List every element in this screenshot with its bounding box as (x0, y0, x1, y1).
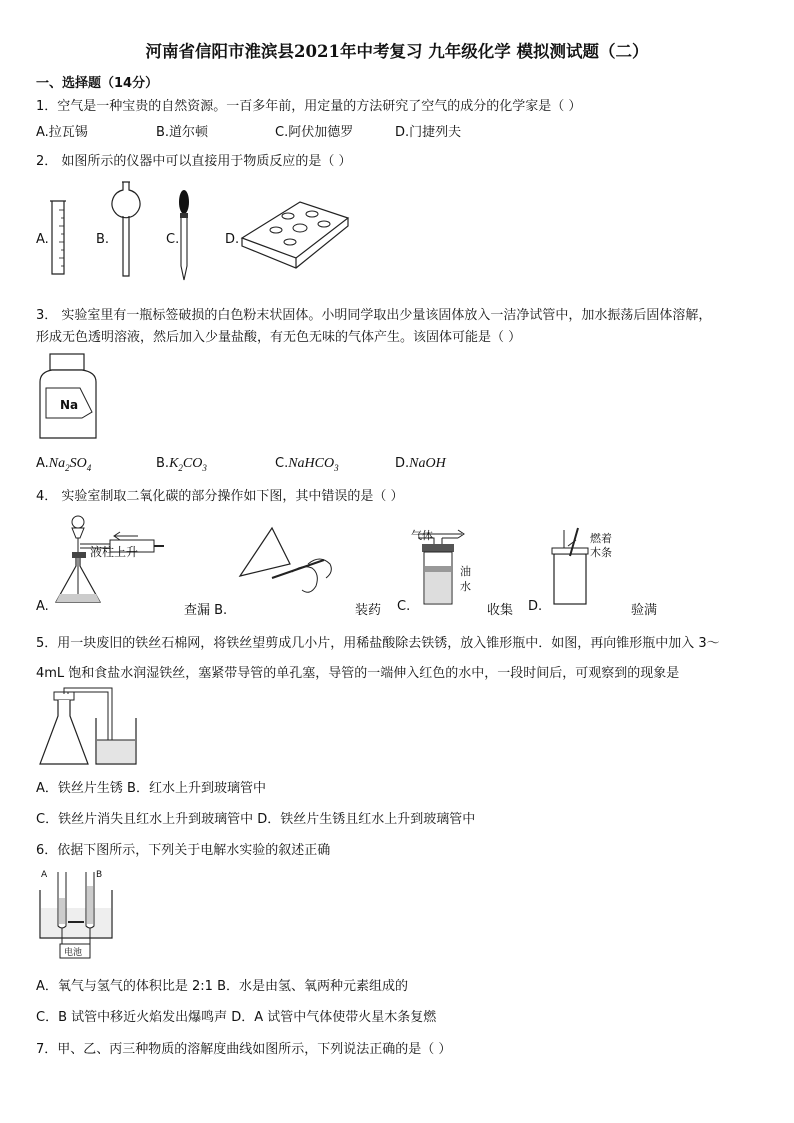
q3-option-c: C.NaHCO$_3$ (275, 456, 339, 473)
round-bottom-flask-image (108, 180, 144, 280)
q3-option-d: D.NaOH (395, 456, 446, 471)
question-3-stem-line2: 形成无色透明溶液，然后加入少量盐酸，有无色无味的气体产生。该固体可能是（ ） (36, 330, 522, 345)
q3-option-b: $B.K_2CO_3$ (156, 456, 207, 473)
section-heading: 一、选择题（14分） (36, 76, 159, 91)
leak-check-apparatus-image (50, 514, 170, 608)
q2-label-a: A. (36, 232, 49, 247)
question-4-stem: 4． 实验室制取二氧化碳的部分操作如下图，其中错误的是（ ） (36, 489, 404, 504)
fig-a-text: 液柱上升 (90, 545, 139, 559)
question-2-stem: 2． 如图所示的仪器中可以直接用于物质反应的是（ ） (36, 154, 352, 169)
q1-option-b: B.道尔顿 (156, 125, 209, 140)
question-7-stem: 7．甲、乙、丙三种物质的溶解度曲线如图所示，下列说法正确的是（ ） (36, 1042, 452, 1057)
dropper-image (176, 188, 192, 284)
fig-c-water-text: 水 (460, 580, 471, 593)
graduated-cylinder-image (48, 198, 68, 278)
question-6-stem: 6．依据下图所示，下列关于电解水实验的叙述正确 (36, 843, 331, 858)
fig-d-text2: 木条 (590, 546, 612, 559)
fig-tube-b-label: B (96, 870, 103, 880)
q2-label-d: D. (225, 232, 240, 247)
fig-battery-label: 电池 (64, 948, 83, 958)
page-title: 河南省信阳市淮滨县2021年中考复习 九年级化学 模拟测试题（二） (145, 42, 649, 61)
q1-option-a: A.拉瓦锡 (36, 125, 88, 140)
fig-d-text1: 燃着 (590, 532, 612, 545)
fig-tube-a-label: A (41, 870, 48, 880)
q4-caption-d: D. (528, 599, 543, 614)
gas-full-check-image (548, 526, 592, 606)
q4-caption-leak-b: 查漏 B. (184, 603, 228, 618)
spot-plate-image (240, 198, 350, 270)
powder-loading-image (232, 524, 342, 604)
fig-c-gas-text: 气体 (411, 529, 433, 542)
q5-options-line1: A．铁丝片生锈 B．红水上升到玻璃管中 (36, 781, 266, 796)
question-5-stem-line2: 4mL 饱和食盐水润湿铁丝，塞紧带导管的单孔塞，导管的一端伸入红色的水中，一段时间后，可观察到的现象是 (36, 666, 680, 681)
q2-label-b: B. (96, 232, 110, 247)
q6-options-line2: C．B 试管中移近火焰发出爆鸣声 D．A 试管中气体使带火星木条复燃 (36, 1010, 437, 1025)
q2-label-c: C. (166, 232, 180, 247)
rust-experiment-image (36, 690, 146, 768)
q4-caption-a: A. (36, 599, 49, 614)
q3-option-a: $A.Na_2SO_4$ (36, 456, 92, 473)
q4-caption-c: C. (397, 599, 411, 614)
question-5-stem-line1: 5．用一块废旧的铁丝石棉网，将铁丝望剪成几小片，用稀盐酸除去铁锈，放入锥形瓶中．如图，再向锥形瓶中加入 3～ (36, 636, 720, 651)
q1-option-c: C.阿伏加德罗 (275, 125, 354, 140)
q6-options-line1: A．氧气与氢气的体积比是 2:1 B．水是由氢、氧两种元素组成的 (36, 979, 408, 994)
question-3-stem-line1: 3． 实验室里有一瓶标签破损的白色粉末状固体。小明同学取出少量该固体放入一洁净试管中，加水振荡后固体溶解， (36, 308, 712, 323)
reagent-bottle-image (36, 352, 100, 442)
fig-c-oil-text: 油 (460, 565, 471, 578)
bottle-label-text: Na (60, 398, 79, 412)
q4-caption-collect: 收集 (487, 603, 514, 618)
q4-caption-full: 验满 (631, 603, 658, 618)
q4-caption-loading: 装药 (355, 603, 382, 618)
q5-options-line2: C．铁丝片消失且红水上升到玻璃管中 D．铁丝片生锈且红水上升到玻璃管中 (36, 812, 476, 827)
q1-option-d: D.门捷列夫 (395, 125, 462, 140)
question-1-stem: 1．空气是一种宝贵的自然资源。一百多年前，用定量的方法研究了空气的成分的化学家是（ ） (36, 99, 582, 114)
